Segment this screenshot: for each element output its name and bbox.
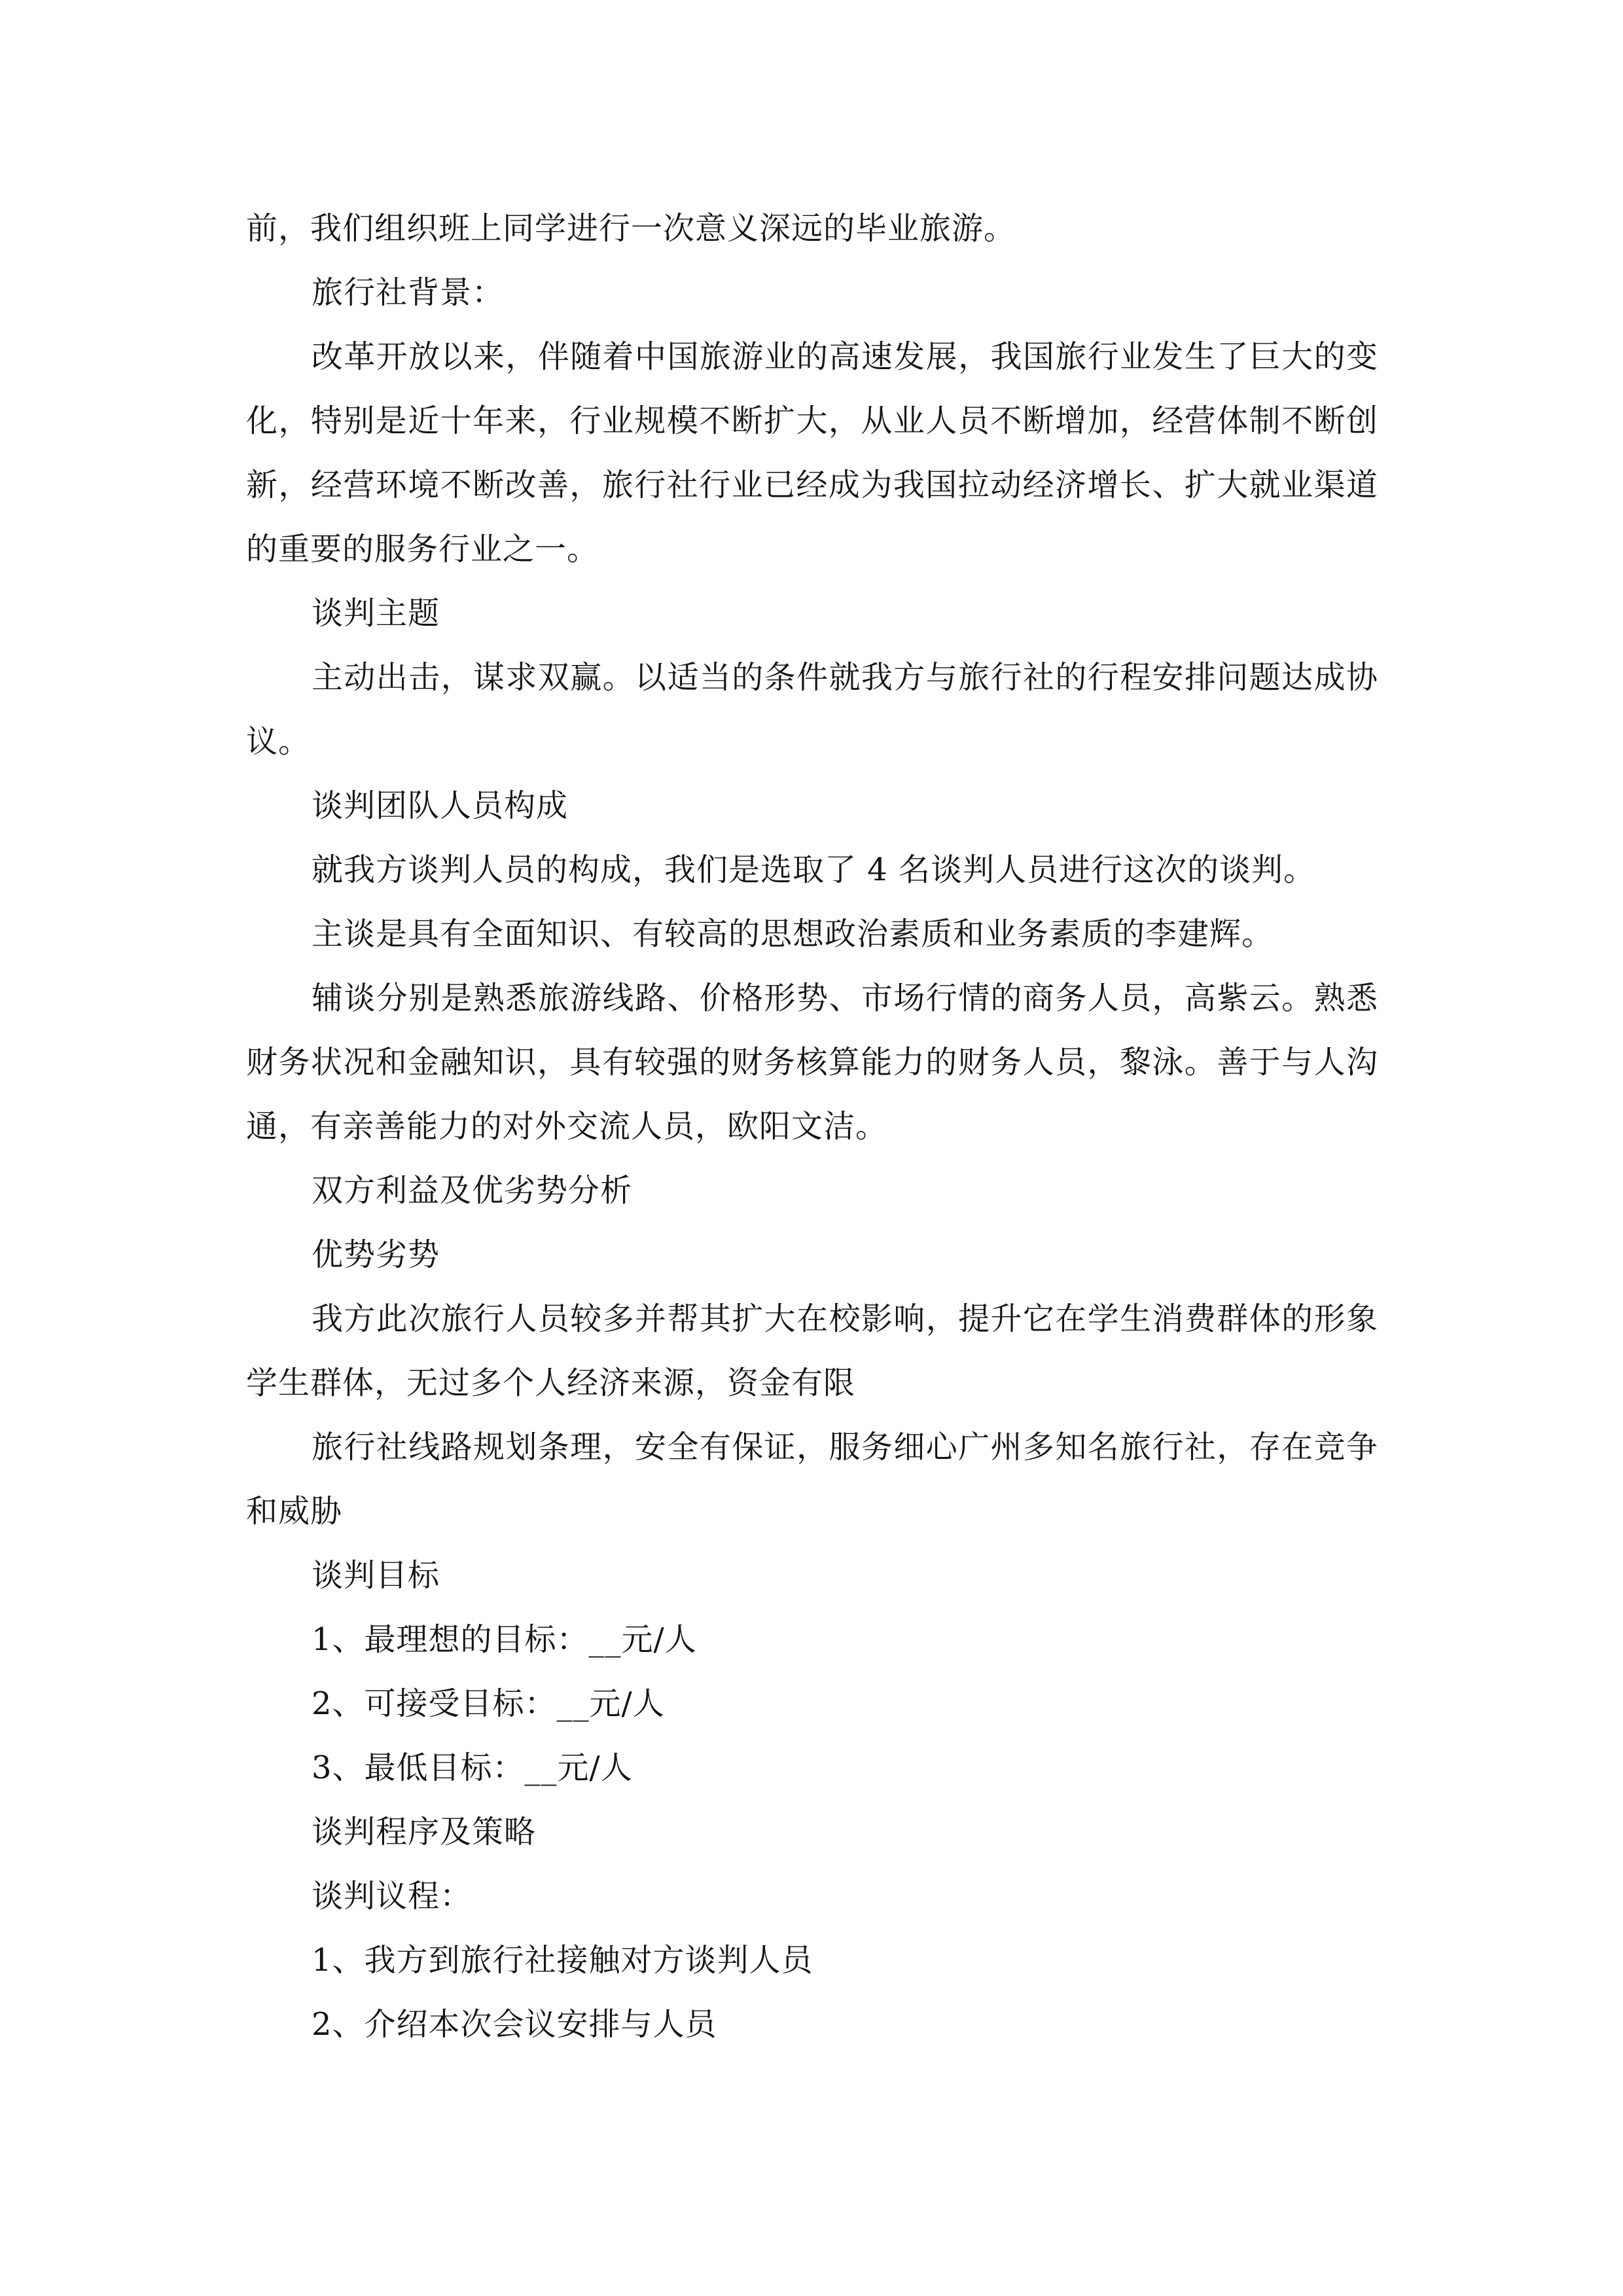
heading-strengths-weaknesses: 优势劣势 — [312, 1236, 440, 1273]
paragraph-our-side: 我方此次旅行人员较多并帮其扩大在校影响，提升它在学生消费群体的形象学生群体，无过多个人经济来源，资金有限 — [246, 1300, 1378, 1401]
agenda-item-2: 2、介绍本次会议安排与人员 — [312, 2006, 717, 2043]
heading-team-composition: 谈判团队人员构成 — [312, 787, 569, 824]
paragraph-continuation: 前，我们组织班上同学进行一次意义深远的毕业旅游。 — [246, 210, 1016, 247]
paragraph-assistant-negotiators: 辅谈分别是熟悉旅游线路、价格形势、市场行情的商务人员，高紫云。熟悉财务状况和金融知识，具有较强的财务核算能力的财务人员，黎泳。善于与人沟通，有亲善能力的对外交流人员，欧阳文洁。 — [246, 980, 1378, 1145]
paragraph-team-size: 就我方谈判人员的构成，我们是选取了 4 名谈判人员进行这次的谈判。 — [312, 852, 1316, 888]
paragraph-agency-background: 改革开放以来，伴随着中国旅游业的高速发展，我国旅行业发生了巨大的变化，特别是近十年来，行业规模不断扩大，从业人员不断增加，经营体制不断创新，经营环境不断改善，旅行社行业已经成为我国拉动经济增长、扩大就业渠道的重要的服务行业之一。 — [246, 338, 1378, 567]
paragraph-negotiation-theme: 主动出击，谋求双赢。以适当的条件就我方与旅行社的行程安排问题达成协议。 — [246, 659, 1378, 760]
goal-minimum: 3、最低目标：__元/人 — [312, 1749, 633, 1786]
heading-negotiation-goals: 谈判目标 — [312, 1557, 440, 1594]
heading-procedure-strategy: 谈判程序及策略 — [312, 1814, 537, 1850]
heading-agenda: 谈判议程： — [312, 1878, 473, 1914]
heading-agency-background: 旅行社背景： — [312, 274, 505, 311]
paragraph-lead-negotiator: 主谈是具有全面知识、有较高的思想政治素质和业务素质的李建辉。 — [312, 916, 1274, 952]
goal-acceptable: 2、可接受目标：__元/人 — [312, 1685, 665, 1722]
heading-negotiation-theme: 谈判主题 — [312, 595, 440, 632]
document-body — [246, 196, 1378, 2056]
agenda-item-1: 1、我方到旅行社接触对方谈判人员 — [312, 1942, 813, 1979]
goal-ideal: 1、最理想的目标：__元/人 — [312, 1621, 697, 1658]
heading-interests-analysis: 双方利益及优劣势分析 — [312, 1172, 633, 1209]
paragraph-agency-side: 旅行社线路规划条理，安全有保证，服务细心广州多知名旅行社，存在竞争和威胁 — [246, 1429, 1378, 1530]
